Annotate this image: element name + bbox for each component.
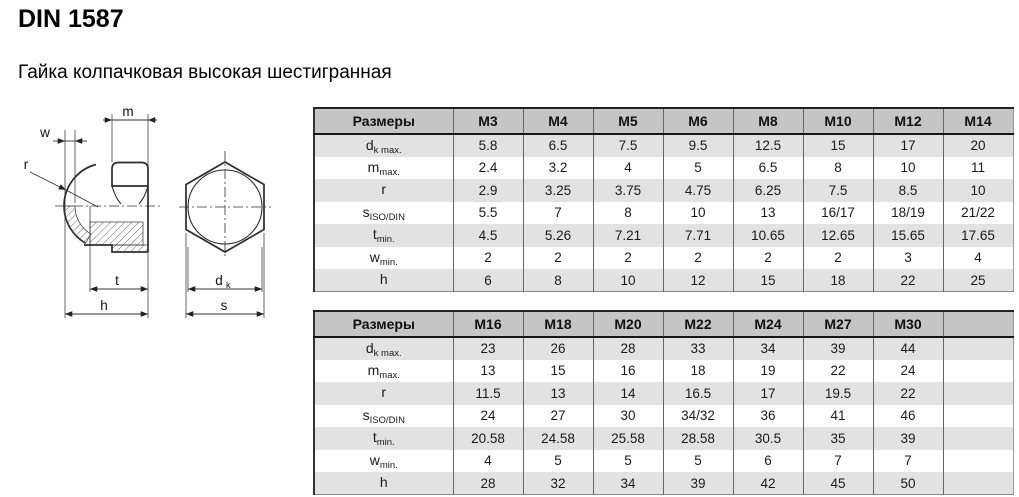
table-cell: 18 xyxy=(803,269,873,292)
dim-label-dk: d xyxy=(215,273,223,288)
table-cell: 13 xyxy=(733,202,803,225)
table-cell: 7 xyxy=(803,450,873,473)
row-label xyxy=(314,427,453,450)
corner-header: Размеры xyxy=(314,108,453,134)
table-cell: 35 xyxy=(803,427,873,450)
table-cell: 9.5 xyxy=(663,134,733,157)
table-row xyxy=(314,179,1013,202)
table-cell: 32 xyxy=(523,472,593,495)
dim-label-h: h xyxy=(100,298,108,313)
table-cell: 6.5 xyxy=(733,157,803,180)
row-label xyxy=(314,269,453,292)
table-cell: 30.5 xyxy=(733,427,803,450)
table-cell: 18 xyxy=(663,360,733,383)
row-label xyxy=(314,337,453,360)
row-label xyxy=(314,405,453,428)
dim-label-m: m xyxy=(122,104,134,119)
table-cell: 3.75 xyxy=(593,179,663,202)
row-label-symbol: m xyxy=(367,158,380,175)
front-view xyxy=(179,151,271,318)
table-cell: 22 xyxy=(873,382,943,405)
table-cell: 34 xyxy=(733,337,803,360)
table-cell: 19.5 xyxy=(803,382,873,405)
table-cell: 24 xyxy=(873,360,943,383)
table-cell: 10 xyxy=(943,179,1013,202)
dimensions-table-1 xyxy=(313,107,1014,292)
table-cell: 8 xyxy=(523,269,593,292)
table-cell: 6 xyxy=(453,269,523,292)
row-label-subscript: min. xyxy=(379,459,398,471)
table-cell: 5 xyxy=(663,450,733,473)
corner-header: Размеры xyxy=(314,311,453,337)
table-row xyxy=(314,337,1013,360)
table-cell: 39 xyxy=(803,337,873,360)
table-cell: 10 xyxy=(873,157,943,180)
table-cell: 4 xyxy=(453,450,523,473)
row-label-subscript: max. xyxy=(379,369,400,381)
table-cell: 12 xyxy=(663,269,733,292)
table-row xyxy=(314,450,1013,473)
table-cell: 34 xyxy=(593,472,663,495)
row-label-subscript: min. xyxy=(376,234,395,246)
table-cell: 7.21 xyxy=(593,224,663,247)
table-cell xyxy=(943,427,1013,450)
table-cell: 15.65 xyxy=(873,224,943,247)
table-cell: 23 xyxy=(453,337,523,360)
row-label-subscript: min. xyxy=(379,256,398,268)
table-cell xyxy=(943,472,1013,495)
column-header: M3 xyxy=(453,108,523,134)
table-cell: 7.5 xyxy=(803,179,873,202)
table-cell: 2.9 xyxy=(453,179,523,202)
table-cell: 10 xyxy=(593,269,663,292)
table-header-row xyxy=(314,311,1013,337)
table-cell: 25.58 xyxy=(593,427,663,450)
table-cell: 7.71 xyxy=(663,224,733,247)
table-cell: 5.26 xyxy=(523,224,593,247)
table-cell: 24.58 xyxy=(523,427,593,450)
dim-label-r: r xyxy=(23,157,29,172)
table-cell: 8 xyxy=(593,202,663,225)
table-cell: 2 xyxy=(593,247,663,270)
table-cell: 4 xyxy=(943,247,1013,270)
table-cell: 13 xyxy=(523,382,593,405)
table-cell: 45 xyxy=(803,472,873,495)
row-label-symbol: s xyxy=(362,406,370,423)
table-cell: 28.58 xyxy=(663,427,733,450)
table-cell: 18/19 xyxy=(873,202,943,225)
row-label-symbol: d xyxy=(365,339,374,356)
table-cell: 13 xyxy=(453,360,523,383)
table-cell: 39 xyxy=(663,472,733,495)
table-cell: 24 xyxy=(453,405,523,428)
column-header: M20 xyxy=(593,311,663,337)
table-cell: 22 xyxy=(873,269,943,292)
column-header: M8 xyxy=(733,108,803,134)
table-cell: 4.5 xyxy=(453,224,523,247)
table-cell: 8.5 xyxy=(873,179,943,202)
table-header-row xyxy=(314,108,1013,134)
row-label-subscript: ISO/DIN xyxy=(369,211,405,223)
page-title: DIN 1587 xyxy=(18,5,124,33)
table-row xyxy=(314,224,1013,247)
row-label-subscript: min. xyxy=(376,437,395,449)
row-label xyxy=(314,247,453,270)
table-row xyxy=(314,472,1013,495)
row-label-symbol: t xyxy=(372,429,377,446)
table-cell: 2.4 xyxy=(453,157,523,180)
side-view xyxy=(24,104,160,318)
column-header: M6 xyxy=(663,108,733,134)
table-cell: 5.5 xyxy=(453,202,523,225)
table-cell: 5.8 xyxy=(453,134,523,157)
table-cell: 20 xyxy=(943,134,1013,157)
table-cell xyxy=(943,405,1013,428)
table-cell: 3.25 xyxy=(523,179,593,202)
dim-label-t: t xyxy=(115,273,119,288)
table-cell: 30 xyxy=(593,405,663,428)
table-row xyxy=(314,382,1013,405)
column-header: M30 xyxy=(873,311,943,337)
table-cell: 12.65 xyxy=(803,224,873,247)
table-cell: 15 xyxy=(733,269,803,292)
section-hatch-body xyxy=(90,222,143,245)
table-cell: 6.25 xyxy=(733,179,803,202)
table-cell: 15 xyxy=(803,134,873,157)
table-cell: 10 xyxy=(663,202,733,225)
table-cell: 33 xyxy=(663,337,733,360)
column-header: M24 xyxy=(733,311,803,337)
row-label xyxy=(314,202,453,225)
table-row xyxy=(314,202,1013,225)
row-label-symbol: w xyxy=(369,451,380,468)
column-header: M12 xyxy=(873,108,943,134)
table-cell: 17 xyxy=(873,134,943,157)
table-row xyxy=(314,269,1013,292)
table-cell: 39 xyxy=(873,427,943,450)
row-label-symbol: t xyxy=(372,226,377,243)
row-label-subscript: k max. xyxy=(373,144,402,156)
table-cell: 7 xyxy=(873,450,943,473)
row-label xyxy=(314,134,453,157)
column-header: M4 xyxy=(523,108,593,134)
table-cell: 46 xyxy=(873,405,943,428)
row-label-symbol: h xyxy=(379,271,388,287)
section-hatch-step xyxy=(112,245,148,252)
table-cell: 5 xyxy=(593,450,663,473)
table-cell: 22 xyxy=(803,360,873,383)
row-label-subscript: k max. xyxy=(373,347,402,359)
table-cell: 20.58 xyxy=(453,427,523,450)
table-cell: 7 xyxy=(523,202,593,225)
technical-drawing xyxy=(0,100,320,330)
table-cell: 34/32 xyxy=(663,405,733,428)
column-header: M18 xyxy=(523,311,593,337)
table-cell xyxy=(943,360,1013,383)
table-cell: 15 xyxy=(523,360,593,383)
table-cell: 2 xyxy=(803,247,873,270)
table-cell: 16.5 xyxy=(663,382,733,405)
table-cell: 2 xyxy=(663,247,733,270)
column-header: M10 xyxy=(803,108,873,134)
table-cell: 11 xyxy=(943,157,1013,180)
table-row xyxy=(314,360,1013,383)
dim-label-dk-sub: k xyxy=(226,280,231,290)
row-label xyxy=(314,382,453,405)
table-cell: 2 xyxy=(453,247,523,270)
row-label-symbol: s xyxy=(362,203,370,220)
table-cell: 3 xyxy=(873,247,943,270)
table-cell: 5 xyxy=(663,157,733,180)
page-subtitle: Гайка колпачковая высокая шестигранная xyxy=(18,62,392,83)
table-cell: 4.75 xyxy=(663,179,733,202)
row-label-symbol: w xyxy=(369,248,380,265)
row-label-symbol: d xyxy=(365,136,374,153)
table-row xyxy=(314,134,1013,157)
row-label xyxy=(314,157,453,180)
table-row xyxy=(314,427,1013,450)
table-row xyxy=(314,157,1013,180)
row-label xyxy=(314,450,453,473)
row-label-subscript: ISO/DIN xyxy=(369,414,405,426)
table-cell: 10.65 xyxy=(733,224,803,247)
dimensions-table-2 xyxy=(313,310,1014,495)
row-label-symbol: m xyxy=(367,361,380,378)
table-cell: 16/17 xyxy=(803,202,873,225)
section-hatch-dome xyxy=(64,206,91,243)
column-header xyxy=(943,311,1013,337)
table-cell: 28 xyxy=(593,337,663,360)
table-cell: 27 xyxy=(523,405,593,428)
table-cell xyxy=(943,450,1013,473)
table-cell: 14 xyxy=(593,382,663,405)
table-row xyxy=(314,247,1013,270)
row-label xyxy=(314,179,453,202)
column-header: M16 xyxy=(453,311,523,337)
table-cell: 4 xyxy=(593,157,663,180)
table-cell: 42 xyxy=(733,472,803,495)
table-cell: 12.5 xyxy=(733,134,803,157)
hex-flat xyxy=(112,163,148,187)
table-cell: 7.5 xyxy=(593,134,663,157)
column-header: M5 xyxy=(593,108,663,134)
row-label xyxy=(314,360,453,383)
column-header: M14 xyxy=(943,108,1013,134)
dim-label-w: w xyxy=(40,125,50,140)
table-cell: 2 xyxy=(523,247,593,270)
row-label xyxy=(314,224,453,247)
table-cell: 5 xyxy=(523,450,593,473)
row-label-symbol: r xyxy=(381,384,387,401)
table-cell: 6 xyxy=(733,450,803,473)
table-cell: 26 xyxy=(523,337,593,360)
row-label-subscript: max. xyxy=(379,166,400,178)
table-cell xyxy=(943,337,1013,360)
table-cell: 11.5 xyxy=(453,382,523,405)
table-cell: 8 xyxy=(803,157,873,180)
table-cell: 25 xyxy=(943,269,1013,292)
row-label xyxy=(314,472,453,495)
dim-label-s: s xyxy=(220,298,228,313)
table-cell: 17 xyxy=(733,382,803,405)
table-cell: 36 xyxy=(733,405,803,428)
table-cell: 28 xyxy=(453,472,523,495)
table-cell: 6.5 xyxy=(523,134,593,157)
table-cell xyxy=(943,382,1013,405)
row-label-symbol: r xyxy=(381,181,387,198)
table-cell: 41 xyxy=(803,405,873,428)
row-label-symbol: h xyxy=(379,474,388,490)
table-cell: 2 xyxy=(733,247,803,270)
table-cell: 21/22 xyxy=(943,202,1013,225)
table-cell: 17.65 xyxy=(943,224,1013,247)
table-cell: 19 xyxy=(733,360,803,383)
column-header: M27 xyxy=(803,311,873,337)
table-row xyxy=(314,405,1013,428)
table-cell: 44 xyxy=(873,337,943,360)
column-header: M22 xyxy=(663,311,733,337)
table-cell: 3.2 xyxy=(523,157,593,180)
table-cell: 16 xyxy=(593,360,663,383)
table-cell: 50 xyxy=(873,472,943,495)
